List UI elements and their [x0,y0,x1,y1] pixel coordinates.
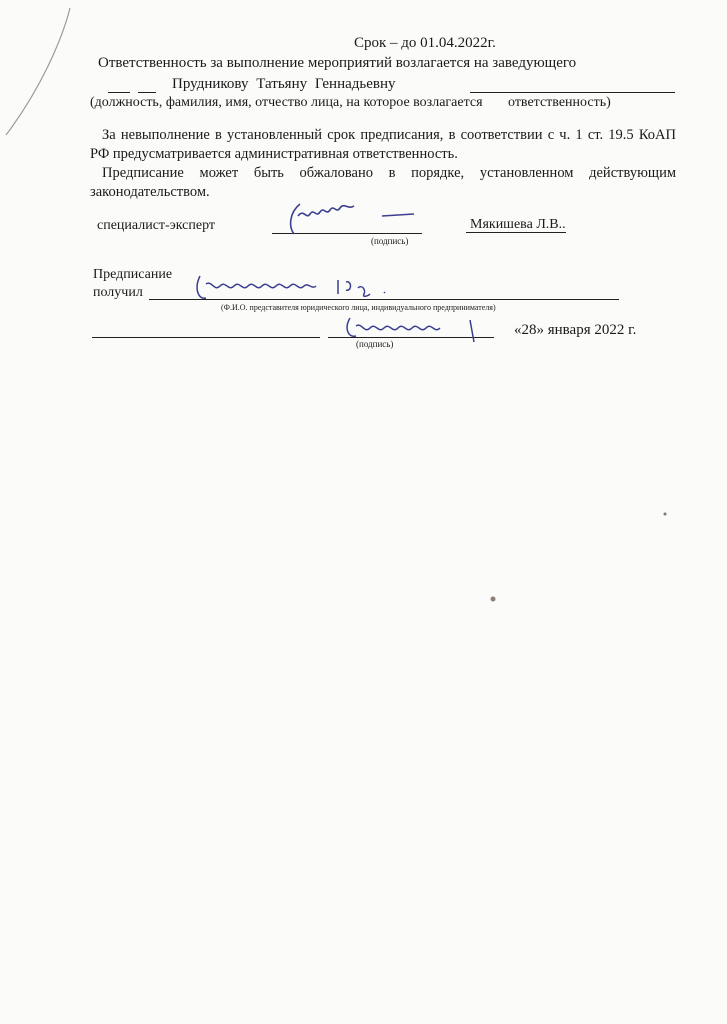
specialist-role: специалист-эксперт [97,218,216,233]
received-label-line1: Предписание [93,267,173,282]
received-label-line2: получил [93,285,143,300]
liability-paragraph: За невыполнение в установленный срок предписания, в соответствии с ч. 1 ст. 19.5 КоАП РФ предусматривается административная ответственность. [90,127,676,162]
responsibility-caption-right: ответственность) [508,95,611,110]
received-caption: (Ф.И.О. представителя юридического лица, индивидуального предпринимателя) [221,303,496,312]
blank-line [92,337,320,338]
blank-line [108,92,130,93]
specialist-name: Мякишева Л.В.. [466,217,566,233]
responsibility-caption-left: (должность, фамилия, имя, отчество лица, на которое возлагается [90,95,483,110]
received-date: «28» января 2022 г. [514,322,637,338]
blank-line [470,92,675,93]
signature-caption: (подпись) [371,236,409,246]
recipient-signature-caption: (подпись) [356,339,394,349]
blank-line [138,92,156,93]
deadline-text: Срок – до 01.04.2022г. [354,35,496,51]
responsible-person-name: Прудникову Татьяну Геннадьевну [172,76,396,92]
appeal-paragraph: Предписание может быть обжаловано в порядке, установленном действующим законодательством. [90,165,676,200]
responsibility-text: Ответственность за выполнение мероприятий возлагается на заведующего [98,55,577,71]
